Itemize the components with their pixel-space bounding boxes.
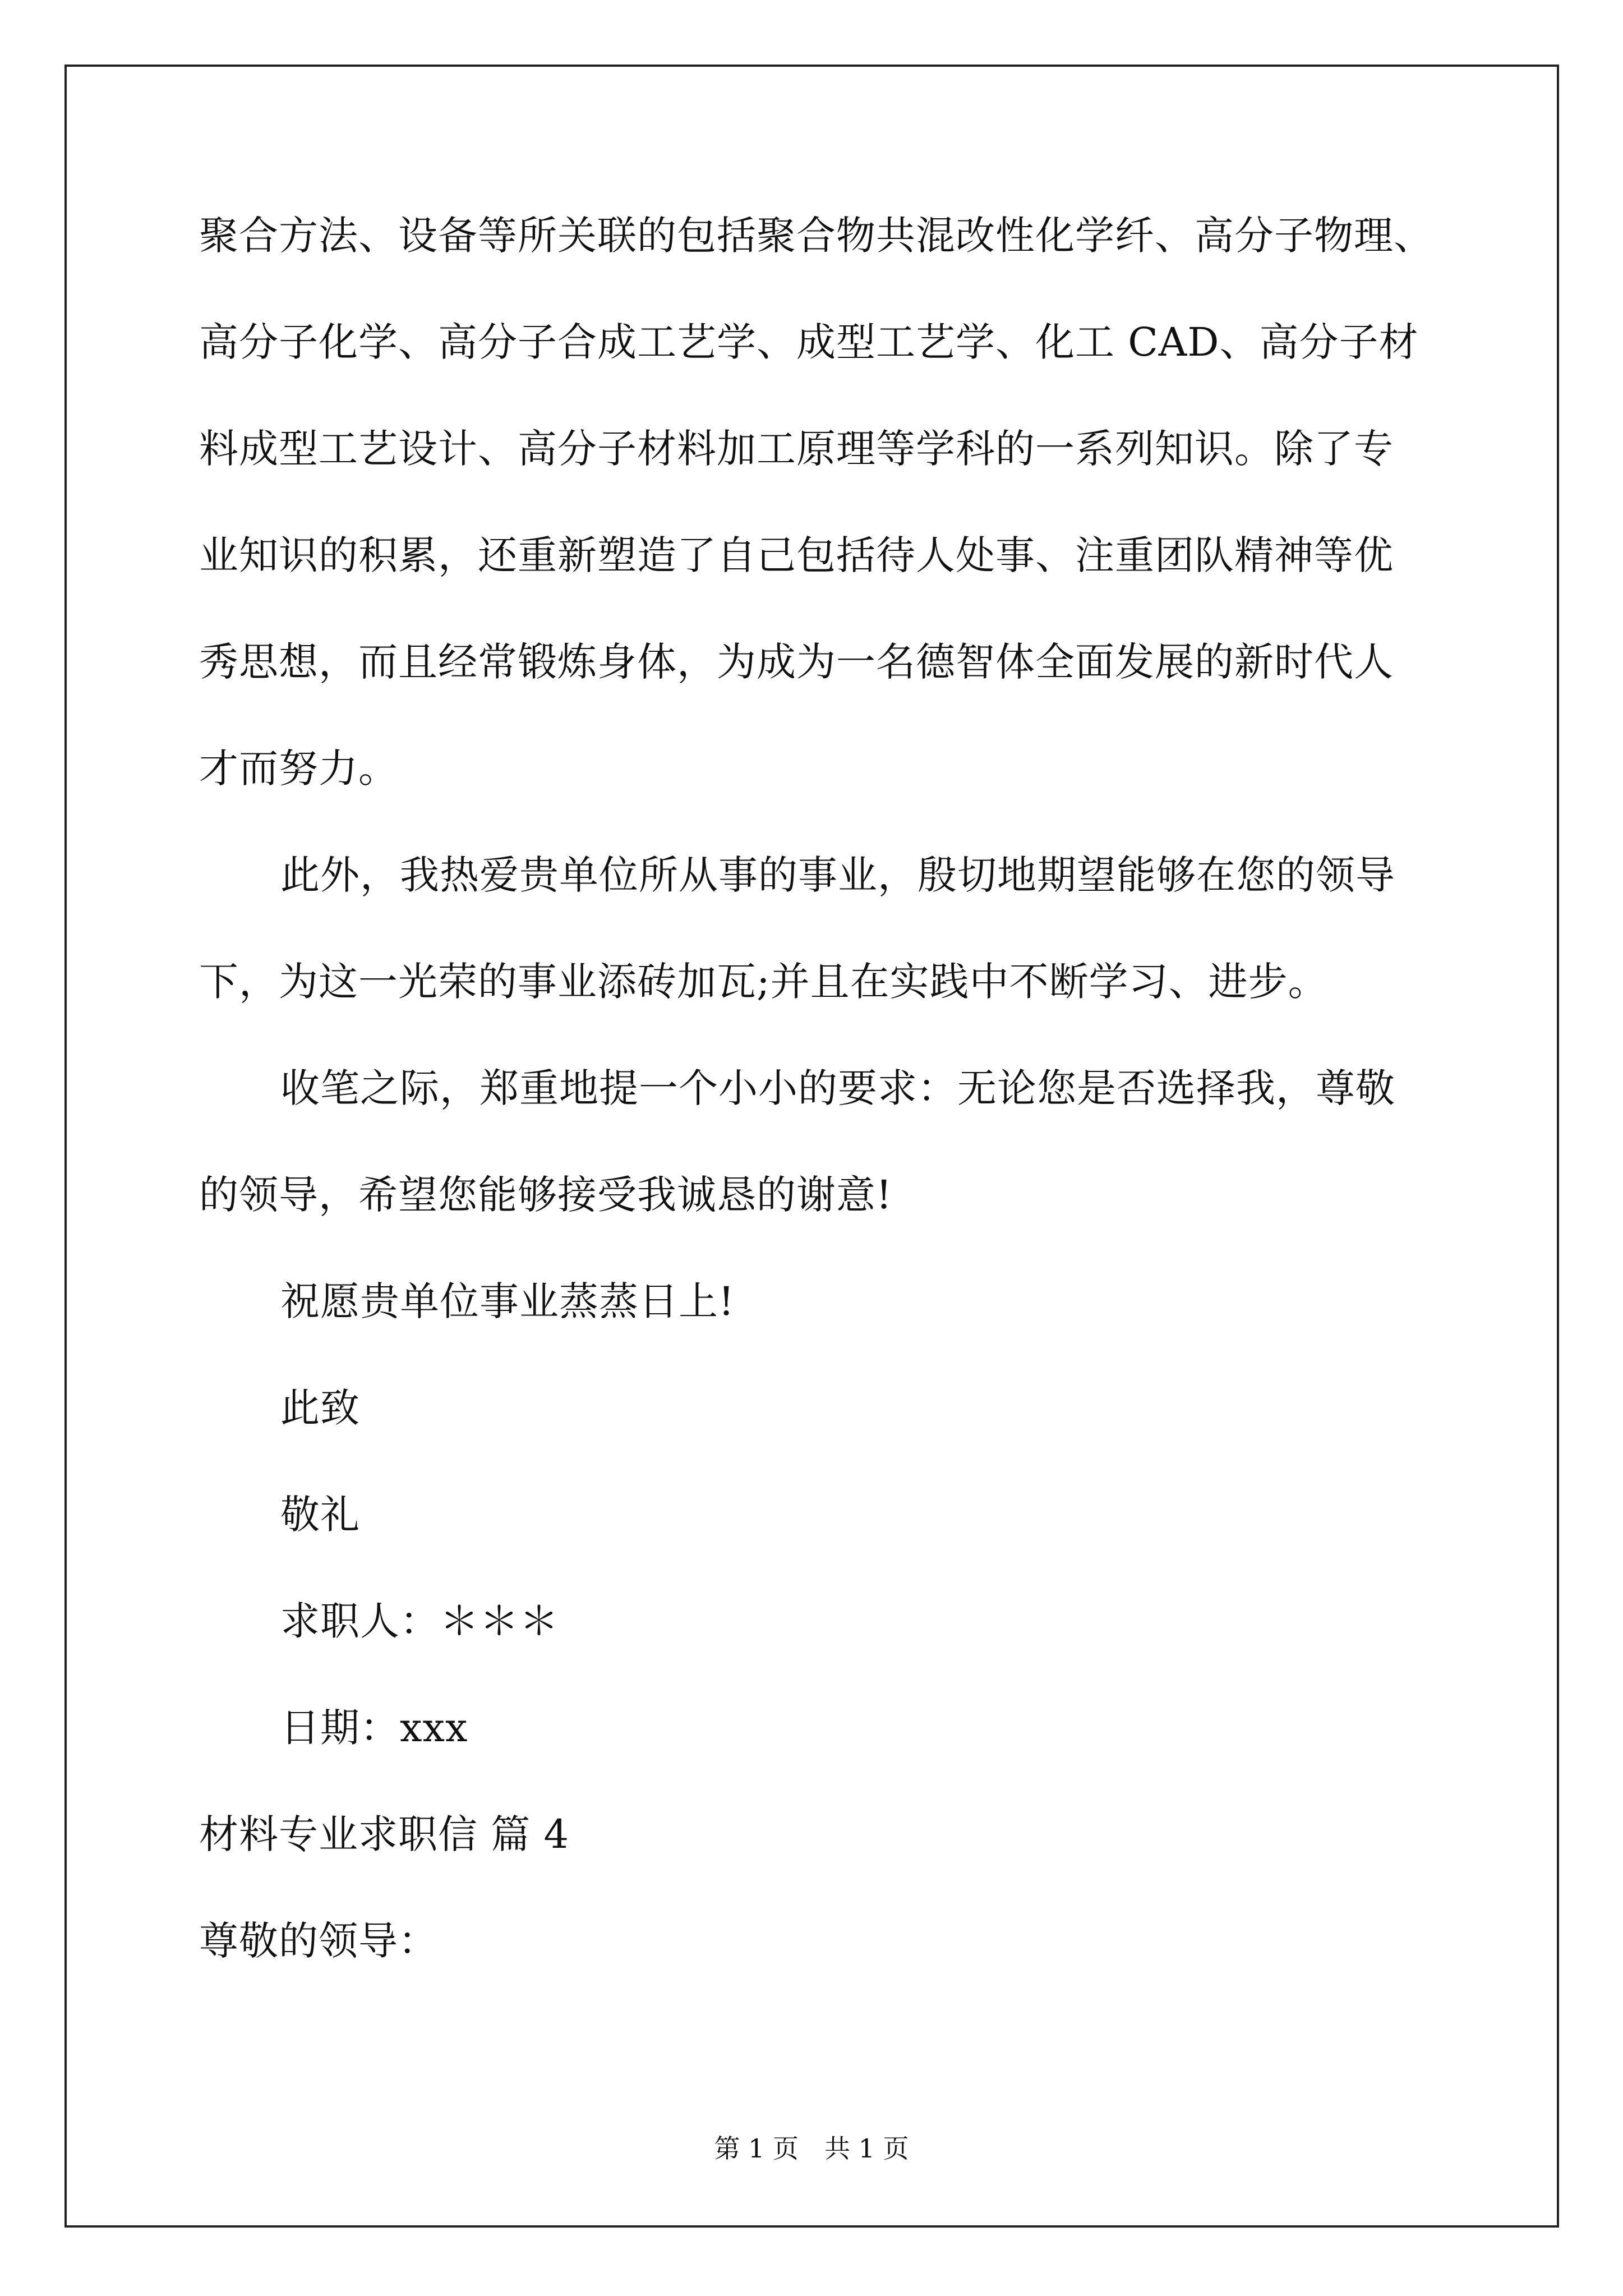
salutation-line: 尊敬的领导： (199, 1918, 438, 1964)
closing-line: 此致 (280, 1385, 360, 1431)
applicant-line: 求职人：＊＊＊ (280, 1598, 559, 1644)
paragraph-line: 业知识的积累，还重新塑造了自己包括待人处事、注重团队精神等优 (199, 532, 1394, 578)
paragraph-line: 的领导，希望您能够接受我诚恳的谢意! (199, 1172, 893, 1218)
paragraph-line: 高分子化学、高分子合成工艺学、成型工艺学、化工 CAD、高分子材 (199, 319, 1419, 365)
paragraph-line: 才而努力。 (199, 746, 398, 792)
closing-line: 敬礼 (280, 1492, 360, 1538)
paragraph-line: 秀思想，而且经常锻炼身体，为成为一名德智体全面发展的新时代人 (199, 639, 1394, 685)
page-border (64, 65, 1559, 2228)
paragraph-line: 此外，我热爱贵单位所从事的事业，殷切地期望能够在您的领导 (280, 852, 1395, 898)
section-heading: 材料专业求职信 篇 4 (199, 1811, 570, 1857)
paragraph-line: 下，为这一光荣的事业添砖加瓦;并且在实践中不断学习、进步。 (199, 959, 1328, 1005)
paragraph-line: 收笔之际，郑重地提一个小小的要求：无论您是否选择我，尊敬 (280, 1065, 1395, 1111)
paragraph-line: 聚合方法、设备等所关联的包括聚合物共混改性化学纤、高分子物理、 (199, 213, 1433, 259)
page-number-footer: 第 1 页 共 1 页 (714, 2133, 909, 2164)
date-line: 日期：xxx (280, 1705, 468, 1751)
blessing-line: 祝愿贵单位事业蒸蒸日上! (280, 1278, 735, 1324)
paragraph-line: 料成型工艺设计、高分子材料加工原理等学科的一系列知识。除了专 (199, 426, 1394, 472)
